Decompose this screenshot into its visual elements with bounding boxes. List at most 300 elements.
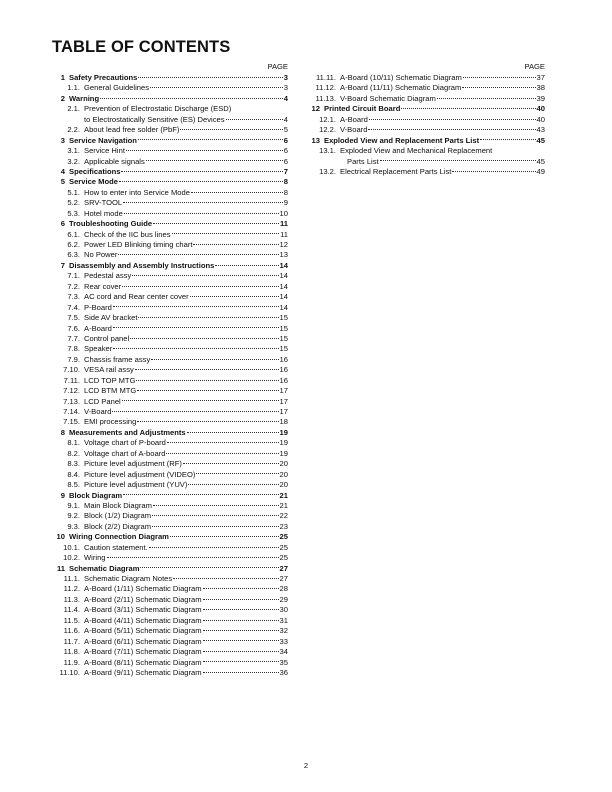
toc-entry-page: 43	[536, 125, 545, 135]
dot-leader	[180, 128, 282, 130]
toc-entry-page: 11	[279, 219, 288, 229]
dot-leader	[153, 504, 279, 506]
toc-subsection-entry[interactable]	[55, 240, 288, 250]
toc-entry-page: 14	[279, 302, 288, 312]
toc-entry-page: 20	[279, 459, 288, 469]
toc-entry-number: 11.12.	[315, 83, 336, 93]
toc-subsection-entry[interactable]	[55, 647, 288, 657]
toc-entry-page: 9	[283, 198, 288, 208]
toc-subsection-entry[interactable]	[55, 104, 288, 114]
toc-subsection-entry[interactable]	[55, 188, 288, 198]
dot-leader	[107, 556, 279, 558]
toc-entry-page: 3	[283, 83, 288, 93]
toc-entry-number: 7.1.	[67, 271, 80, 281]
toc-entry-page: 25	[279, 542, 288, 552]
dot-leader	[203, 639, 279, 641]
toc-entry-number: 7.13.	[63, 396, 80, 406]
toc-entry-page: 11	[280, 229, 288, 239]
toc-column-left	[55, 62, 288, 678]
toc-entry-number: 1.1.	[67, 83, 80, 93]
toc-entry-number: 7.10.	[63, 365, 80, 375]
toc-entry-label: Picture level adjustment (YUV)	[84, 480, 188, 490]
toc-subsection-entry[interactable]	[55, 355, 288, 365]
toc-entry-label: EMI processing	[84, 417, 137, 427]
dot-leader	[138, 76, 282, 78]
toc-entry-label: Side AV bracket	[84, 313, 138, 323]
toc-entry-page: 18	[279, 417, 288, 427]
toc-subsection-entry[interactable]	[55, 292, 288, 302]
toc-subsection-entry[interactable]	[55, 553, 288, 563]
toc-entry-number: 7.9.	[67, 354, 80, 364]
toc-entry-label: A-Board (9/11) Schematic Diagram	[84, 667, 202, 677]
dot-leader	[166, 452, 278, 454]
toc-entry-number: 7.7.	[67, 333, 80, 343]
toc-subsection-entry[interactable]	[55, 605, 288, 615]
toc-entry-page: 6	[283, 135, 288, 145]
toc-entry-page: 20	[279, 480, 288, 490]
toc-entry-page: 17	[279, 396, 288, 406]
toc-entry-label: Voltage chart of A-board	[84, 448, 166, 458]
toc-entry-label: Schematic Diagram	[69, 563, 140, 573]
toc-entry-number: 9.2.	[67, 511, 80, 521]
toc-section-entry[interactable]	[55, 73, 288, 83]
toc-entry-label: SRV-TOOL	[84, 198, 123, 208]
toc-entry-number: 10	[56, 532, 65, 542]
dot-leader	[173, 577, 278, 579]
dot-leader	[215, 264, 278, 266]
toc-entry-page: 40	[536, 114, 545, 124]
toc-subsection-entry[interactable]	[55, 584, 288, 594]
dot-leader	[203, 660, 279, 662]
toc-subsection-entry[interactable]	[311, 167, 545, 177]
dot-leader	[149, 546, 279, 548]
toc-subsection-entry[interactable]	[55, 543, 288, 553]
dot-leader	[126, 149, 283, 151]
toc-entry-page: 23	[279, 521, 288, 531]
dot-leader	[113, 305, 279, 307]
toc-entry-page: 16	[279, 354, 288, 364]
dot-leader	[401, 107, 535, 109]
dot-leader	[140, 566, 278, 568]
page-number: 2	[303, 761, 309, 770]
toc-entry-page: 12	[279, 240, 288, 249]
toc-entry-page: 19	[279, 448, 288, 458]
toc-section-entry[interactable]	[55, 564, 288, 574]
toc-entry-label: A-Board	[340, 114, 368, 124]
toc-entry-page: 3	[283, 73, 288, 82]
toc-entry-label: Troubleshooting Guide	[69, 219, 153, 229]
toc-section-entry[interactable]	[55, 136, 288, 146]
toc-subsection-entry[interactable]	[55, 324, 288, 334]
toc-entry-page: 8	[283, 177, 288, 187]
toc-entry-label: Check of the IIC bus lines	[84, 229, 171, 239]
toc-entry-number: 8.5.	[67, 480, 80, 490]
toc-subsection-entry[interactable]	[55, 250, 288, 260]
dot-leader	[480, 138, 535, 140]
toc-entry-page: 21	[279, 500, 288, 510]
dot-leader	[369, 118, 536, 120]
toc-entry-label: Wiring Connection Diagram	[69, 532, 169, 542]
toc-entry-number: 11.11.	[316, 73, 336, 82]
dot-leader	[100, 97, 283, 99]
dot-leader	[138, 138, 283, 140]
toc-subsection-entry[interactable]	[55, 386, 288, 396]
dot-leader	[203, 650, 279, 652]
toc-entry-page: 14	[279, 281, 288, 291]
toc-subsection-entry[interactable]	[55, 125, 288, 135]
dot-leader	[203, 619, 279, 621]
toc-subsection-entry[interactable]	[55, 313, 288, 323]
dot-leader	[190, 295, 279, 297]
dot-leader	[113, 326, 279, 328]
toc-entry-label: Prevention of Electrostatic Discharge (ESD)	[84, 104, 232, 114]
toc-entry-page: 5	[283, 125, 288, 135]
toc-entry-page: 22	[279, 511, 288, 521]
toc-section-entry[interactable]	[55, 219, 288, 229]
toc-entry-number: 13	[311, 135, 320, 145]
toc-entry-label: General Guidelines	[84, 83, 150, 93]
toc-list	[311, 73, 545, 177]
toc-subsection-entry[interactable]	[55, 209, 288, 219]
toc-entry-label: Block Diagram	[69, 490, 123, 500]
toc-entry-number: 8	[60, 427, 65, 437]
toc-subsection-entry[interactable]	[55, 459, 288, 469]
toc-subsection-entry[interactable]	[55, 344, 288, 354]
toc-entry-label: A-Board	[84, 323, 112, 333]
toc-entry-label: A-Board (11/11) Schematic Diagram	[340, 83, 462, 93]
toc-subsection-entry[interactable]	[55, 303, 288, 313]
toc-entry-label: P-Board	[84, 302, 112, 312]
toc-subsection-entry[interactable]	[55, 157, 288, 167]
toc-entry-label: A-Board (4/11) Schematic Diagram	[84, 615, 202, 625]
toc-subsection-entry[interactable]	[55, 595, 288, 605]
toc-entry-page: 35	[279, 657, 288, 667]
toc-subsection-entry[interactable]	[55, 501, 288, 511]
toc-subsection-entry[interactable]	[55, 198, 288, 208]
toc-entry-number: 8.1.	[67, 438, 80, 448]
toc-entry-page: 36	[279, 667, 288, 677]
toc-entry-number: 11.9.	[63, 657, 80, 667]
toc-entry-label: LCD TOP MTG	[84, 375, 136, 385]
toc-entry-label: About lead free solder (PbF)	[84, 125, 180, 135]
toc-entry-page: 28	[279, 584, 288, 594]
toc-entry-page: 15	[279, 344, 288, 354]
toc-entry-number: 5.1.	[67, 187, 80, 197]
toc-entry-page: 7	[283, 166, 288, 176]
toc-entry-label: Speaker	[84, 344, 113, 354]
toc-subsection-entry[interactable]	[55, 438, 288, 448]
toc-subsection-entry[interactable]	[55, 417, 288, 427]
toc-subsection-entry[interactable]	[55, 376, 288, 386]
toc-entry-number: 7.11.	[63, 375, 80, 385]
dot-leader	[146, 159, 283, 161]
toc-entry-number: 6.1.	[67, 229, 80, 239]
toc-entry-number: 2.1.	[67, 104, 80, 114]
toc-entry-page: 40	[536, 104, 545, 114]
toc-entry-page: 45	[536, 135, 545, 145]
toc-entry-number: 7.12.	[63, 386, 80, 396]
toc-entry-number: 8.3.	[67, 459, 80, 469]
page-title: TABLE OF CONTENTS	[52, 38, 231, 56]
toc-subsection-entry[interactable]	[311, 146, 545, 156]
toc-entry-label: Specifications	[69, 166, 121, 176]
dot-leader	[119, 180, 283, 182]
toc-entry-label: A-Board (2/11) Schematic Diagram	[84, 594, 202, 604]
toc-list	[55, 73, 288, 678]
toc-entry-number: 9.3.	[67, 521, 80, 531]
toc-entry-number: 7.3.	[67, 292, 80, 302]
toc-entry-number: 11.7.	[63, 636, 80, 646]
toc-subsection-entry[interactable]	[55, 480, 288, 490]
toc-subsection-entry[interactable]	[55, 616, 288, 626]
dot-leader	[203, 629, 279, 631]
toc-entry-number: 7	[60, 260, 65, 270]
toc-subsection-entry[interactable]	[55, 115, 288, 125]
dot-leader	[152, 514, 278, 516]
toc-subsection-entry[interactable]	[55, 407, 288, 417]
toc-entry-label: V-Board	[340, 125, 368, 135]
toc-entry-label: VESA rail assy	[84, 365, 134, 375]
toc-entry-label: A-Board (3/11) Schematic Diagram	[84, 605, 202, 615]
toc-subsection-entry[interactable]	[55, 230, 288, 240]
dot-leader	[170, 535, 279, 537]
toc-entry-number: 6	[60, 219, 65, 229]
dot-leader	[132, 274, 278, 276]
dot-leader	[113, 347, 278, 349]
dot-leader	[172, 232, 280, 234]
toc-entry-label: A-Board (7/11) Schematic Diagram	[84, 647, 202, 657]
toc-entry-number: 11	[56, 563, 65, 573]
toc-subsection-entry[interactable]	[55, 271, 288, 281]
toc-entry-number: 8.2.	[67, 448, 80, 458]
toc-entry-number: 11.5.	[63, 615, 80, 625]
toc-entry-label: Chassis frame assy	[84, 354, 151, 364]
dot-leader	[226, 118, 283, 120]
toc-entry-page: 14	[279, 292, 288, 302]
toc-entry-number: 3	[60, 135, 65, 145]
dot-leader	[121, 170, 282, 172]
toc-entry-label: Parts List	[347, 156, 379, 166]
toc-subsection-entry[interactable]	[55, 668, 288, 678]
toc-entry-page: 16	[279, 375, 288, 385]
toc-entry-page: 27	[279, 574, 288, 583]
toc-entry-page: 17	[279, 407, 288, 416]
dot-leader	[191, 191, 283, 193]
dot-leader	[196, 472, 278, 474]
toc-entry-label: Service Navigation	[69, 135, 137, 145]
toc-entry-page: 25	[279, 553, 288, 563]
toc-section-entry[interactable]	[55, 491, 288, 501]
toc-entry-page: 4	[283, 114, 288, 124]
dot-leader	[167, 441, 279, 443]
toc-subsection-entry[interactable]	[55, 397, 288, 407]
toc-entry-label: How to enter into Service Mode	[84, 187, 190, 197]
toc-entry-label: Disassembly and Assembly Instructions	[69, 260, 215, 270]
toc-entry-number: 11.4.	[63, 605, 80, 615]
toc-entry-number: 11.2.	[63, 584, 80, 594]
dot-leader	[203, 608, 279, 610]
dot-leader	[152, 525, 278, 527]
toc-entry-page: 19	[279, 427, 288, 437]
dot-leader	[462, 86, 535, 88]
toc-entry-label: Electrical Replacement Parts List	[340, 166, 452, 176]
toc-entry-label: Schematic Diagram Notes	[84, 574, 173, 583]
dot-leader	[123, 201, 283, 203]
dot-leader	[150, 86, 283, 88]
toc-subsection-entry[interactable]	[55, 637, 288, 647]
toc-entry-label: Picture level adjustment (RF)	[84, 459, 182, 469]
toc-section-entry[interactable]	[55, 94, 288, 104]
toc-entry-label: Service Mode	[69, 177, 118, 187]
toc-entry-page: 19	[279, 438, 288, 448]
toc-section-entry[interactable]	[311, 136, 545, 146]
toc-section-entry[interactable]	[55, 177, 288, 187]
toc-entry-label: Hotel mode	[84, 208, 123, 218]
page-column-heading: PAGE	[267, 62, 288, 71]
toc-subsection-entry[interactable]	[55, 574, 288, 584]
toc-subsection-entry[interactable]	[311, 157, 545, 167]
toc-subsection-entry[interactable]	[55, 449, 288, 459]
toc-entry-label: A-Board (1/11) Schematic Diagram	[84, 584, 202, 594]
toc-entry-number: 5.2.	[67, 198, 80, 208]
toc-entry-number: 2	[60, 93, 65, 103]
toc-section-entry[interactable]	[55, 532, 288, 542]
dot-leader	[118, 253, 278, 255]
toc-subsection-entry[interactable]	[311, 94, 545, 104]
toc-entry-label: LCD BTM MTG	[84, 386, 137, 396]
toc-entry-label: A-Board (10/11) Schematic Diagram	[340, 73, 462, 82]
toc-entry-number: 13.2.	[319, 166, 336, 176]
toc-subsection-entry[interactable]	[55, 334, 288, 344]
toc-subsection-entry[interactable]	[311, 125, 545, 135]
toc-section-entry[interactable]	[55, 167, 288, 177]
toc-subsection-entry[interactable]	[55, 658, 288, 668]
toc-entry-label: V-Board	[84, 407, 112, 416]
toc-entry-label: Block (2/2) Diagram	[84, 521, 152, 531]
toc-entry-label: Rear cover	[84, 281, 122, 291]
toc-entry-number: 7.14.	[63, 407, 80, 416]
toc-entry-page: 14	[279, 260, 288, 270]
toc-entry-page: 15	[279, 313, 288, 323]
dot-leader	[203, 598, 279, 600]
toc-entry-label: Printed Circuit Board	[324, 104, 401, 114]
toc-entry-page: 15	[279, 333, 288, 343]
dot-leader	[122, 285, 278, 287]
toc-entry-label: Block (1/2) Diagram	[84, 511, 152, 521]
toc-section-entry[interactable]	[55, 428, 288, 438]
toc-entry-label: Power LED Blinking timing chart	[84, 240, 193, 249]
toc-subsection-entry[interactable]	[55, 511, 288, 521]
toc-entry-page: 27	[279, 563, 288, 573]
toc-subsection-entry[interactable]	[55, 470, 288, 480]
dot-leader	[203, 671, 279, 673]
dot-leader	[188, 483, 278, 485]
toc-subsection-entry[interactable]	[55, 146, 288, 156]
toc-entry-number: 3.1.	[67, 146, 80, 156]
toc-entry-label: LCD Panel	[84, 396, 121, 406]
toc-entry-label: No Power	[84, 250, 118, 260]
toc-entry-page: 45	[536, 156, 545, 166]
toc-entry-number: 7.8.	[67, 344, 80, 354]
toc-entry-number: 10.1.	[63, 542, 80, 552]
toc-section-entry[interactable]	[55, 261, 288, 271]
toc-entry-label: Picture level adjustment (VIDEO)	[84, 469, 196, 479]
toc-entry-page: 31	[279, 615, 288, 625]
dot-leader	[368, 128, 535, 130]
dot-leader	[137, 389, 278, 391]
dot-leader	[193, 243, 278, 245]
toc-entry-label: A-Board (6/11) Schematic Diagram	[84, 636, 202, 646]
toc-entry-number: 7.4.	[67, 302, 80, 312]
toc-entry-page: 30	[279, 605, 288, 615]
toc-subsection-entry[interactable]	[55, 626, 288, 636]
dot-leader	[203, 587, 279, 589]
toc-subsection-entry[interactable]	[311, 73, 545, 83]
toc-entry-page: 38	[536, 83, 545, 93]
toc-entry-number: 11.3.	[63, 594, 80, 604]
dot-leader	[112, 410, 278, 412]
toc-subsection-entry[interactable]	[55, 522, 288, 532]
toc-entry-page: 33	[279, 636, 288, 646]
dot-leader	[130, 337, 278, 339]
toc-entry-page: 25	[279, 532, 288, 542]
toc-entry-number: 7.5.	[67, 313, 80, 323]
toc-subsection-entry[interactable]	[311, 115, 545, 125]
toc-entry-number: 7.6.	[67, 323, 80, 333]
toc-entry-number: 9.1.	[67, 500, 80, 510]
toc-entry-page: 6	[283, 156, 288, 166]
toc-entry-page: 39	[536, 93, 545, 103]
toc-entry-number: 12	[311, 104, 320, 114]
toc-entry-page: 14	[279, 271, 288, 281]
toc-entry-page: 8	[283, 187, 288, 197]
toc-entry-page: 20	[279, 469, 288, 479]
toc-entry-label: Exploded View and Replacement Parts List	[324, 135, 480, 145]
toc-entry-number: 11.10.	[59, 667, 80, 677]
toc-entry-label: Safety Precautions	[69, 73, 138, 82]
toc-entry-number: 7.2.	[67, 281, 80, 291]
toc-entry-number: 13.1.	[319, 146, 336, 156]
toc-entry-number: 5	[60, 177, 65, 187]
toc-entry-number: 11.1.	[63, 574, 80, 583]
toc-subsection-entry[interactable]	[55, 83, 288, 93]
dot-leader	[124, 212, 279, 214]
toc-entry-page: 37	[536, 73, 545, 82]
toc-entry-number: 12.1.	[319, 114, 336, 124]
dot-leader	[463, 76, 536, 78]
dot-leader	[135, 368, 279, 370]
dot-leader	[122, 399, 279, 401]
toc-section-entry[interactable]	[311, 104, 545, 114]
toc-subsection-entry[interactable]	[55, 365, 288, 375]
toc-entry-number: 11.6.	[63, 626, 80, 636]
dot-leader	[452, 170, 535, 172]
toc-entry-page: 15	[279, 323, 288, 333]
toc-subsection-entry[interactable]	[311, 83, 545, 93]
toc-subsection-entry[interactable]	[55, 282, 288, 292]
toc-entry-label: Pedestal assy	[84, 271, 132, 281]
dot-leader	[187, 431, 279, 433]
toc-entry-number: 11.13.	[315, 93, 336, 103]
toc-entry-page: 6	[283, 146, 288, 156]
dot-leader	[437, 97, 536, 99]
toc-entry-label: A-Board (8/11) Schematic Diagram	[84, 657, 202, 667]
toc-entry-page: 49	[536, 166, 545, 176]
toc-entry-page: 13	[279, 250, 288, 260]
toc-entry-page: 17	[279, 386, 288, 396]
toc-entry-label: Applicable signals	[84, 156, 145, 166]
dot-leader	[153, 222, 279, 224]
